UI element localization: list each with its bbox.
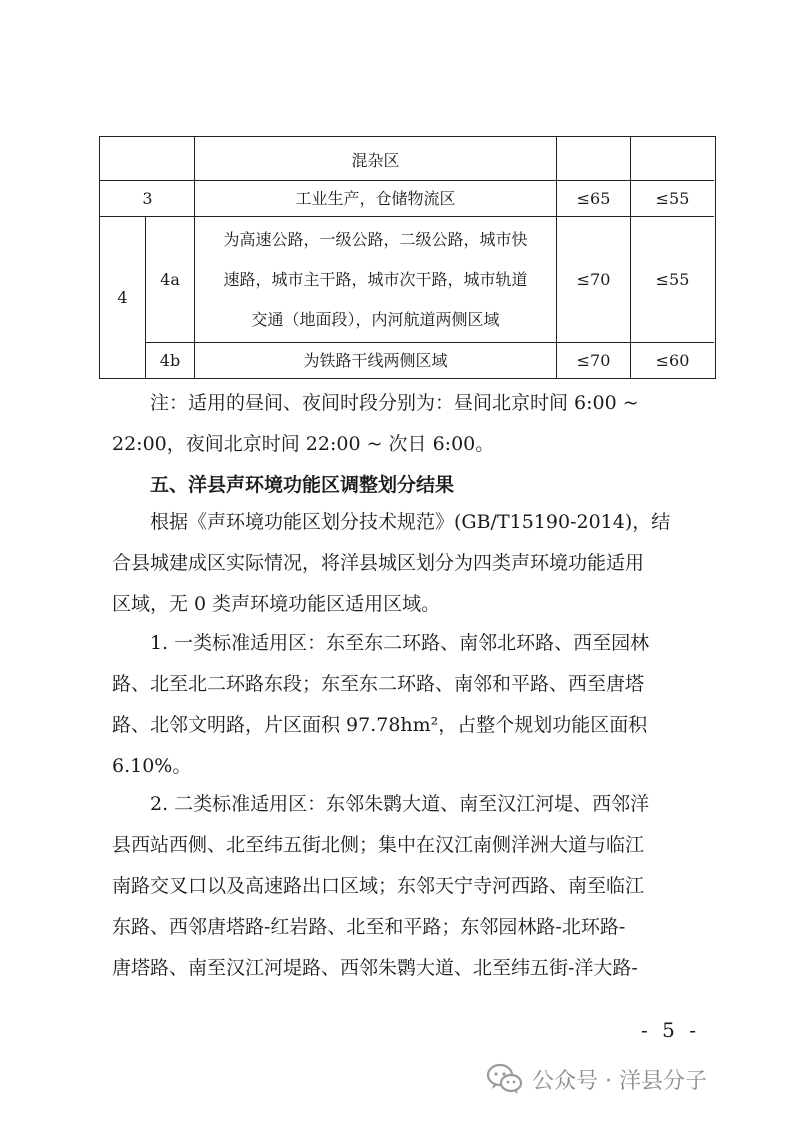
paragraph-line: 东路、西邻唐塔路-红岩路、北至和平路；东邻园林路-北环路- [112, 916, 626, 938]
watermark-text: 公众号 · 洋县分子 [532, 1068, 707, 1094]
table-cell-night-limit: ≤55 [655, 188, 690, 208]
paragraph-line: 区域，无 0 类声环境功能区适用区域。 [112, 593, 441, 615]
paragraph-class-1 [112, 623, 690, 787]
paragraph-line: 县西站西侧、北至纬五街北侧；集中在汉江南侧洋洲大道与临江 [112, 834, 645, 856]
table-cell-description-4a [195, 217, 556, 342]
paragraph-line: 根据《声环境功能区划分技术规范》(GB/T15190-2014)，结 [150, 511, 671, 533]
paragraph-line: 6.10%。 [112, 755, 192, 777]
page-number: - 5 - [641, 1018, 700, 1042]
table-cell-day-limit: ≤70 [576, 350, 611, 370]
description-line: 交通（地面段），内河航道两侧区域 [251, 309, 500, 329]
paragraph-line: 路、北邻文明路，片区面积 97.78hm²，占整个规划功能区面积 [112, 714, 648, 736]
paragraph-line: 2. 二类标准适用区：东邻朱鹮大道、南至汉江河堤、西邻洋 [150, 793, 650, 815]
paragraph-line: 合县城建成区实际情况，将洋县城区划分为四类声环境功能适用 [112, 552, 645, 574]
table-cell-mixed-zone: 混杂区 [351, 151, 400, 170]
table-cell-category-3: 3 [142, 188, 153, 208]
table-cell-day-limit: ≤65 [576, 188, 611, 208]
paragraph-line: 1. 一类标准适用区：东至东二环路、南邻北环路、西至园林 [150, 632, 650, 654]
table-cell-night-limit: ≤55 [655, 269, 690, 289]
paragraph-line: 路、北至北二环路东段；东至东二环路、南邻和平路、西至唐塔 [112, 673, 645, 695]
table-cell-category-4: 4 [117, 287, 128, 307]
paragraph-class-2 [112, 784, 690, 989]
paragraph-line: 唐塔路、南至汉江河堤路、西邻朱鹮大道、北至纬五街-洋大路- [112, 957, 638, 979]
table-cell-subcategory-4a: 4a [160, 269, 180, 289]
description-line: 为高速公路，一级公路，二级公路，城市快 [223, 229, 528, 249]
paragraph-line: 南路交叉口以及高速路出口区域；东邻天宁寺河西路、南至临江 [112, 875, 645, 897]
description-line: 速路，城市主干路，城市次干路，城市轨道 [223, 269, 528, 289]
table-cell-description: 工业生产，仓储物流区 [295, 188, 456, 208]
table-cell-description-4b: 为铁路干线两侧区域 [303, 350, 448, 370]
noise-standard-table [99, 136, 716, 379]
table-cell-day-limit: ≤70 [576, 269, 611, 289]
note-line: 注：适用的昼间、夜间时段分别为：昼间北京时间 6:00 ~ [150, 392, 639, 414]
paragraph-intro [112, 502, 690, 625]
note-line: 22:00，夜间北京时间 22:00 ~ 次日 6:00。 [112, 433, 495, 455]
wechat-icon [486, 1062, 524, 1096]
table-cell-night-limit: ≤60 [655, 350, 690, 370]
table-cell-subcategory-4b: 4b [159, 350, 181, 370]
table-note [112, 383, 690, 465]
section-heading: 五、洋县声环境功能区调整划分结果 [150, 474, 455, 496]
watermark [486, 1062, 707, 1096]
